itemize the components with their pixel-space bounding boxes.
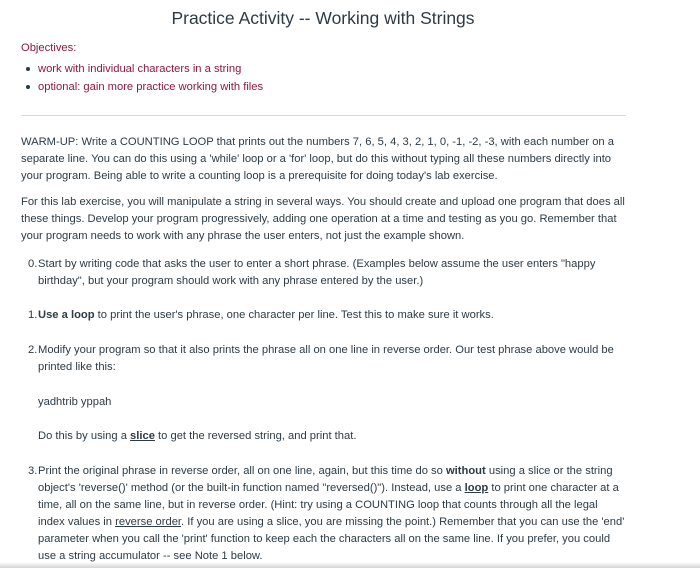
page-title: Practice Activity -- Working with Strings [171,8,475,28]
step-number: 0. [28,258,38,270]
divider [21,115,626,116]
note-text: Do this by using a [38,430,131,442]
step-number: 2. [28,344,38,356]
loop-link[interactable]: loop [464,482,489,494]
step-0 [28,256,626,290]
bottom-edge [0,562,700,568]
step-text: Modify your program so that it also prints the phrase all on one line in reverse order. Our test phrase above would be printed like this: [38,344,614,373]
step-2 [28,342,626,376]
step-text: Start by writing code that asks the user to enter a short phrase. (Examples below assume the user enters "happy birthday", but your program should work with any phrase entered by the user.) [38,258,596,287]
step-bold-text: Use a loop [38,309,95,321]
objectives-list [22,60,263,96]
reverse-order-link[interactable]: reverse order [115,516,182,528]
objective-text: work with individual characters in a string [38,63,242,75]
list-item [22,78,263,96]
step-1 [28,307,626,324]
step-text: Print the original phrase in reverse order, all on one line, again, but this time do so [38,465,446,477]
bullet-icon [26,85,30,89]
step-number: 3. [28,465,38,477]
step-3 [28,463,626,565]
step-text: to print one character at a time, all on the same line, but in reverse order. (Hint: try using a COUNTING loop that counts through all the legal index values in [38,482,619,528]
step-text: using a slice or the string object's 'reverse()' method (or the built-in function named "reversed()"). Instead, use a [38,465,613,494]
bullet-icon [26,67,30,71]
step-bold-text: without [445,465,486,477]
list-item [22,60,263,78]
objective-text: optional: gain more practice working with files [38,81,264,93]
step-text: . If you are using a slice, you are missing the point.) Remember that you can use the 'end' parameter when you call the 'print' function to keep each the characters all on the same line. If you prefer, you could use a string accumulator -- see Note 1 below. [38,516,625,562]
intro-paragraph: For this lab exercise, you will manipulate a string in several ways. You should create and upload one program that does all these things. Develop your program progressively, adding one operation at a time and testing as you go. Remember that your program needs to work with any phrase the user enters, not just the example shown. [21,196,625,242]
step-text: to print the user's phrase, one character per line. Test this to make sure it works. [94,309,494,321]
step-number: 1. [28,309,38,321]
warmup-paragraph: WARM-UP: Write a COUNTING LOOP that prints out the numbers 7, 6, 5, 4, 3, 2, 1, 0, -1, -2, -3, with each number on a separate line. You can do this using a 'while' loop or a 'for' loop, but do this without typing all these numbers directly into your program. Being able to write a counting loop is a prerequisite for doing today's lab exercise. [21,136,614,182]
slice-link[interactable]: slice [130,430,155,442]
objectives-heading: Objectives: [21,42,77,54]
slice-note [38,428,356,445]
reversed-example: yadhtrib yppah [38,396,112,408]
note-text: to get the reversed string, and print that. [154,430,357,442]
